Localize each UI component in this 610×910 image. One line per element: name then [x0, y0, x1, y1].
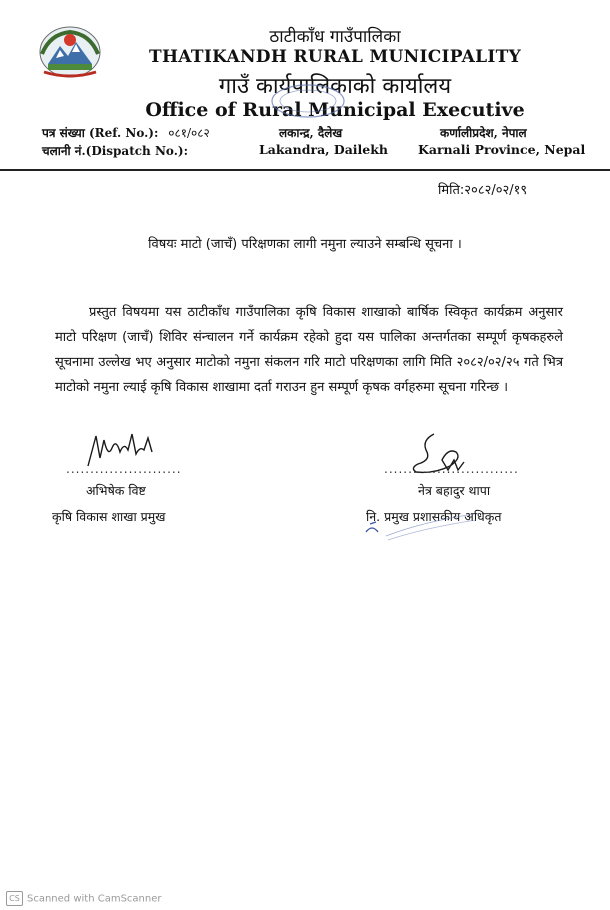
scanner-watermark — [6, 891, 162, 906]
left-signature-line: ........................ — [66, 462, 182, 476]
office-name-english: Office of Rural Municipal Executive — [145, 99, 525, 121]
letter-body — [55, 300, 563, 400]
camscanner-icon: CS — [6, 891, 23, 906]
left-signatory-title: कृषि विकास शाखा प्रमुख — [52, 509, 166, 524]
location-english: Lakandra, Dailekh — [259, 142, 389, 157]
ref-value: ०८१/०८२ — [168, 126, 210, 140]
right-signatory-name: नेत्र बहादुर थापा — [418, 483, 491, 498]
ref-no — [42, 124, 210, 141]
location-nepali: लकान्द्र, दैलेख — [279, 126, 343, 140]
letter-subject: विषयः माटो (जाचँ) परिक्षणका लागी नमुना ल्याउने सम्बन्धि सूचना । — [148, 237, 462, 252]
letter-date: मिति:२०८२/०२/१९ — [438, 183, 528, 198]
header-divider — [0, 169, 610, 171]
province-nepali: कर्णालीप्रदेश, नेपाल — [440, 126, 527, 140]
right-signatory-title: नि. प्रमुख प्रशासकीय अधिकृत — [366, 509, 502, 524]
province-english: Karnali Province, Nepal — [418, 142, 586, 157]
left-signatory-name: अभिषेक विष्ट — [86, 483, 146, 498]
scanner-text: Scanned with CamScanner — [27, 893, 162, 905]
official-stamp — [362, 510, 482, 544]
right-signature-line: ............................ — [384, 462, 519, 476]
body-paragraph: प्रस्तुत विषयमा यस ठाटीकाँध गाउँपालिका कृषि विकास शाखाको बार्षिक स्विकृत कार्यक्रम अनुसार माटो परिक्षण (जाचँ) शिविर संन्चालन गर्ने कार्यक्रम रहेको हुदा यस पालिका अन्तर्गतका सम्पूर्ण कृषकहरुले सूचनामा उल्लेख भए अनुसार माटोको नमुना संकलन गरि माटो परिक्षणका लागि मिति २०८२/०२/२५ गते भित्र माटोको नमुना ल्याई कृषि विकास शाखामा दर्ता गराउन हुन सम्पूर्ण कृषक वर्गहरुमा सूचना गरिन्छ । — [55, 305, 563, 395]
office-stamp — [268, 82, 348, 120]
municipality-name-english: THATIKANDH RURAL MUNICIPALITY — [149, 47, 521, 67]
office-name-nepali: गाउँ कार्यपालिकाको कार्यालय — [218, 74, 452, 99]
municipality-name-nepali: ठाटीकाँध गाउँपालिका — [269, 27, 401, 47]
ref-label: पत्र संख्या (Ref. No.): — [42, 126, 159, 140]
dispatch-label: चलानी नं.(Dispatch No.): — [42, 144, 189, 158]
